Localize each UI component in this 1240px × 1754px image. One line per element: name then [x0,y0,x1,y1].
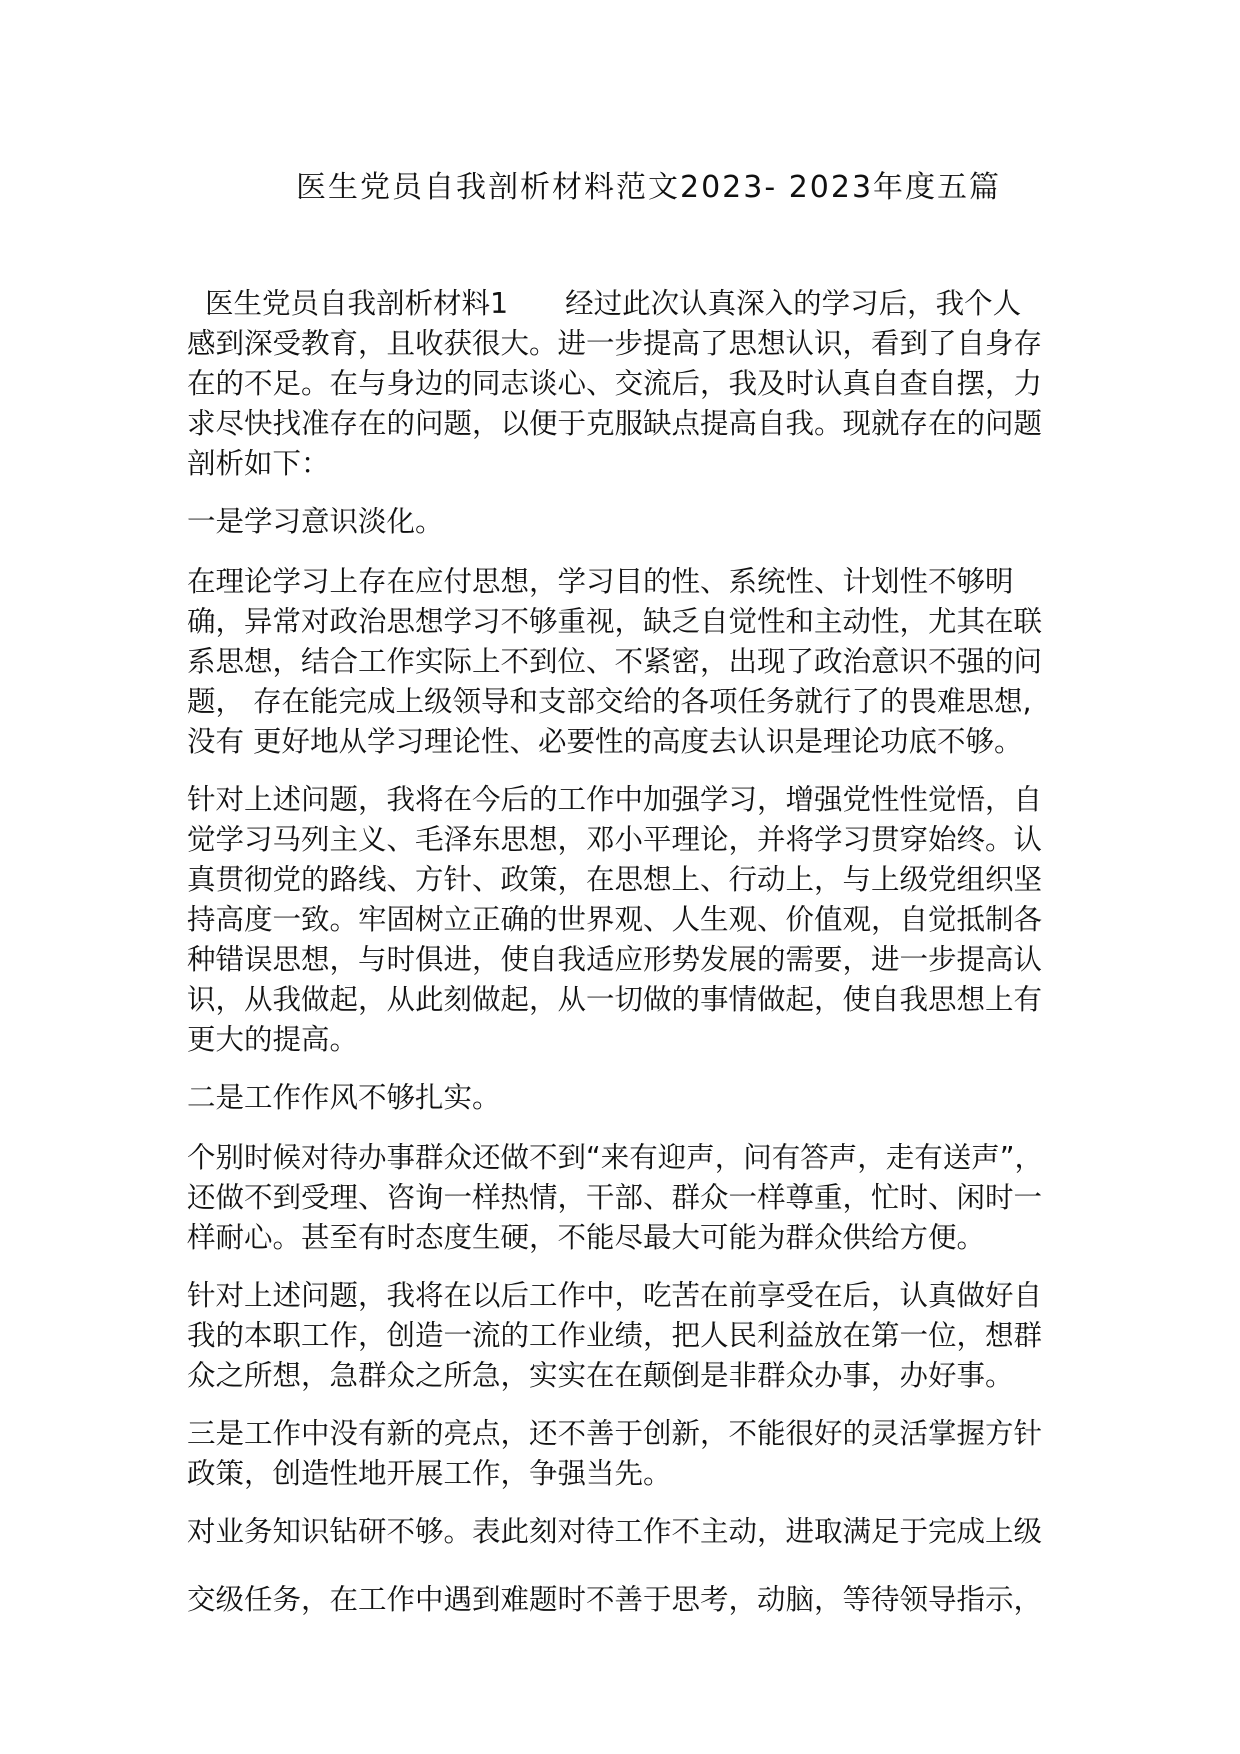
paragraph: 在理论学习上存在应付思想，学习目的性、系统性、计划性不够明确，异常对政治思想学习不够重视，缺乏自觉性和主动性，尤其在联系思想，结合工作实际上不到位、不紧密，出现了政治意识不强的问题， 存在能完成上级领导和支部交给的各项任务就行了的畏难思想,没有 更好地从学习理论性、必要性的高度去认识是理论功底不够。 [187,565,1043,758]
document-title: 医生党员自我剖析材料范文2023- 2023年度五篇 [296,170,1002,205]
section-heading-3: 三是工作中没有新的亮点，还不善于创新，不能很好的灵活掌握方针 政策，创造性地开展工作，争强当先。 [187,1417,1043,1490]
section-heading-2: 二是工作作风不够扎实。 [187,1081,501,1114]
paragraph: 个别时候对待办事群众还做不到“来有迎声，问有答声，走有送声”，还做不到受理、咨询一样热情，干部、群众一样尊重，忙时、闲时一 样耐心。甚至有时态度生硬，不能尽最大可能为群众供给方便。 [187,1141,1044,1254]
paragraph-intro: 医生党员自我剖析材料1 经过此次认真深入的学习后，我个人 感到深受教育，且收获很大。进一步提高了思想认识，看到了自身存 在的不足。在与身边的同志谈心、交流后，我及时认真自查自摆，力 求尽快找准存在的问题，以便于克服缺点提高自我。现就存在的问题 剖析如下： [187,287,1043,480]
paragraph: 交级任务，在工作中遇到难题时不善于思考，动脑，等待领导指示， [187,1583,1043,1616]
paragraph: 针对上述问题，我将在以后工作中，吃苦在前享受在后，认真做好自 我的本职工作，创造一流的工作业绩，把人民利益放在第一位，想群 众之所想，急群众之所急，实实在在颠倒是非群众办事，办好事。 [187,1279,1043,1392]
paragraph: 对业务知识钻研不够。表此刻对待工作不主动，进取满足于完成上级 [187,1515,1043,1548]
document-body [187,284,1057,1638]
paragraph: 针对上述问题，我将在今后的工作中加强学习，增强党性性觉悟，自觉学习马列主义、毛泽东思想，邓小平理论，并将学习贯穿始终。认真贯彻党的路线、方针、政策，在思想上、行动上，与上级党组织坚持高度一致。牢固树立正确的世界观、人生观、价值观，自觉抵制各种错误思想，与时俱进，使自我适应形势发展的需要，进一步提高认识，从我做起，从此刻做起，从一切做的事情做起，使自我思想上有 更大的提高。 [187,783,1043,1056]
section-heading-1: 一是学习意识淡化。 [187,505,444,538]
